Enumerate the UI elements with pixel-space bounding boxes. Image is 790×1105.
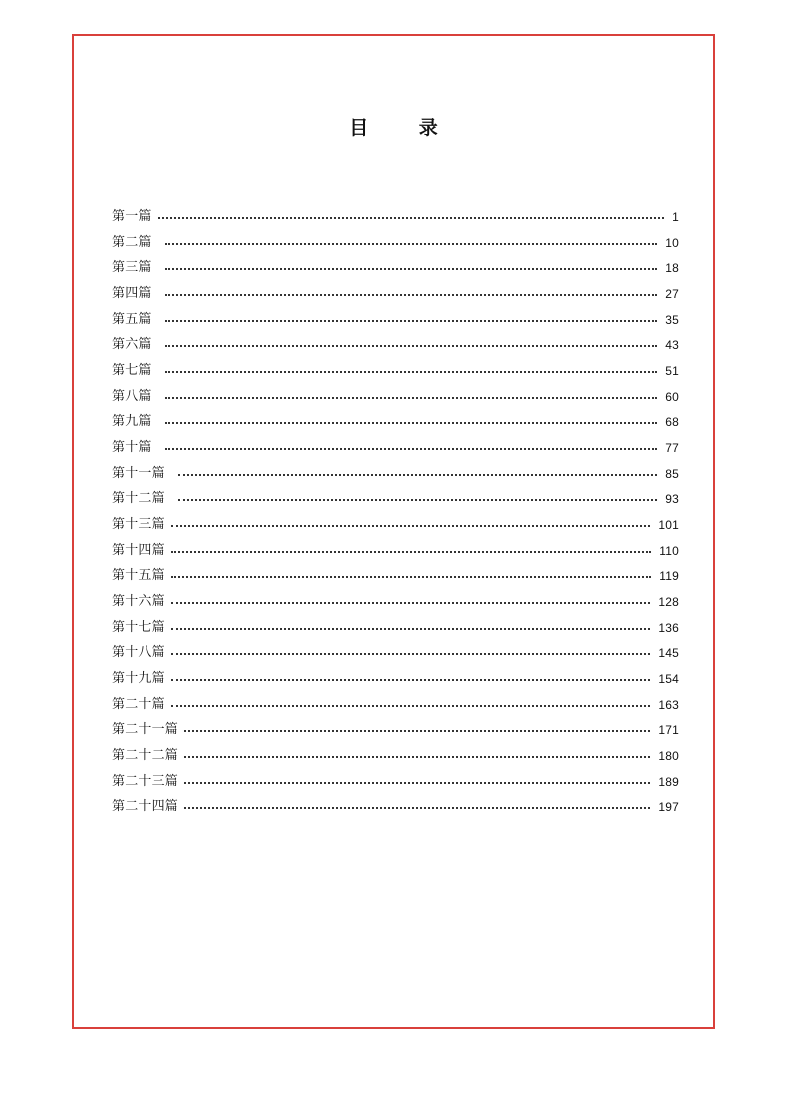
toc-entry[interactable] [112,640,679,666]
toc-leader-dots [171,602,651,604]
toc-entry-label: 第九篇 [112,414,152,430]
toc-entry-page: 35 [665,312,679,327]
toc-entry[interactable] [112,615,679,641]
toc-entry-label: 第十九篇 [112,670,165,686]
toc-entry[interactable] [112,486,679,512]
toc-entry[interactable] [112,281,679,307]
toc-leader-dots [165,268,658,270]
toc-leader-dots [178,474,657,476]
toc-entry-label: 第十一篇 [112,465,165,481]
page-frame [72,34,715,1029]
toc-entry-label: 第二篇 [112,234,152,250]
toc-entry-page: 136 [658,620,679,635]
toc-entry[interactable] [112,743,679,769]
toc-entry-label: 第二十一篇 [112,722,179,738]
toc-leader-dots [165,448,658,450]
toc-entry-page: 51 [665,363,679,378]
toc-entry-label: 第四篇 [112,285,152,301]
toc-entry[interactable] [112,794,679,820]
toc-entry[interactable] [112,332,679,358]
toc-leader-dots [165,320,658,322]
toc-entry-page: 189 [658,774,679,789]
toc-entry-page: 77 [665,440,679,455]
toc-entry-page: 68 [665,415,679,430]
toc-entry-label: 第十七篇 [112,619,165,635]
toc-entry-label: 第十八篇 [112,645,165,661]
toc-entry-label: 第八篇 [112,388,152,404]
toc-leader-dots [165,294,658,296]
toc-entry-page: 119 [659,569,679,584]
toc-leader-dots [165,345,658,347]
toc-entry-page: 27 [665,286,679,301]
toc-leader-dots [178,499,657,501]
toc-entry-page: 154 [658,671,679,686]
toc-entry-page: 85 [665,466,679,481]
toc-leader-dots [184,730,650,732]
toc-entry-page: 10 [665,235,679,250]
toc-entry-page: 128 [658,594,679,609]
toc-leader-dots [171,576,651,578]
toc-leader-dots [165,397,658,399]
toc-entry[interactable] [112,358,679,384]
toc-entry-page: 163 [658,697,679,712]
toc-leader-dots [184,807,650,809]
toc-entry-label: 第二十四篇 [112,799,179,815]
toc-entry-label: 第十二篇 [112,491,165,507]
toc-entry-label: 第十五篇 [112,568,165,584]
toc-entry[interactable] [112,666,679,692]
toc-title: 目 录 [349,117,460,139]
toc-entry-page: 1 [672,209,679,224]
toc-leader-dots [184,782,650,784]
toc-leader-dots [158,217,665,219]
toc-entry-page: 18 [665,261,679,276]
toc-entry[interactable] [112,204,679,230]
toc-entry[interactable] [112,230,679,256]
toc-leader-dots [171,525,651,527]
toc-entry-label: 第七篇 [112,362,152,378]
toc-entry-label: 第二十二篇 [112,747,179,763]
toc-entry-page: 93 [665,492,679,507]
toc-entry-label: 第二十三篇 [112,773,179,789]
toc-leader-dots [171,705,651,707]
toc-leader-dots [165,243,658,245]
toc-entry[interactable] [112,255,679,281]
toc-entry-label: 第十六篇 [112,593,165,609]
toc-entry-page: 101 [658,517,679,532]
toc-entry-page: 60 [665,389,679,404]
toc-entry-label: 第三篇 [112,260,152,276]
toc-entry-label: 第六篇 [112,337,152,353]
toc-entry[interactable] [112,307,679,333]
toc-entry-page: 171 [658,723,679,738]
toc-entry[interactable] [112,563,679,589]
toc-entry-page: 145 [658,646,679,661]
toc-leader-dots [165,422,658,424]
toc-entry[interactable] [112,461,679,487]
toc-entry-label: 第十四篇 [112,542,165,558]
toc-entry[interactable] [112,409,679,435]
toc-leader-dots [165,371,658,373]
toc-leader-dots [171,551,651,553]
toc-entry-label: 第十篇 [112,439,152,455]
toc-entry[interactable] [112,769,679,795]
toc-entry-label: 第二十篇 [112,696,165,712]
toc-leader-dots [171,653,651,655]
toc-entry[interactable] [112,717,679,743]
toc-leader-dots [171,679,651,681]
toc-leader-dots [184,756,650,758]
toc-entry-page: 197 [658,800,679,815]
toc-list [112,204,679,820]
toc-entry-page: 110 [659,543,679,558]
toc-entry-label: 第十三篇 [112,516,165,532]
toc-entry[interactable] [112,589,679,615]
toc-leader-dots [171,628,651,630]
toc-entry-label: 第五篇 [112,311,152,327]
toc-entry-page: 43 [665,338,679,353]
toc-entry[interactable] [112,512,679,538]
toc-entry[interactable] [112,384,679,410]
toc-entry[interactable] [112,435,679,461]
toc-entry[interactable] [112,538,679,564]
toc-entry-page: 180 [658,748,679,763]
toc-entry-label: 第一篇 [112,208,152,224]
toc-entry[interactable] [112,692,679,718]
